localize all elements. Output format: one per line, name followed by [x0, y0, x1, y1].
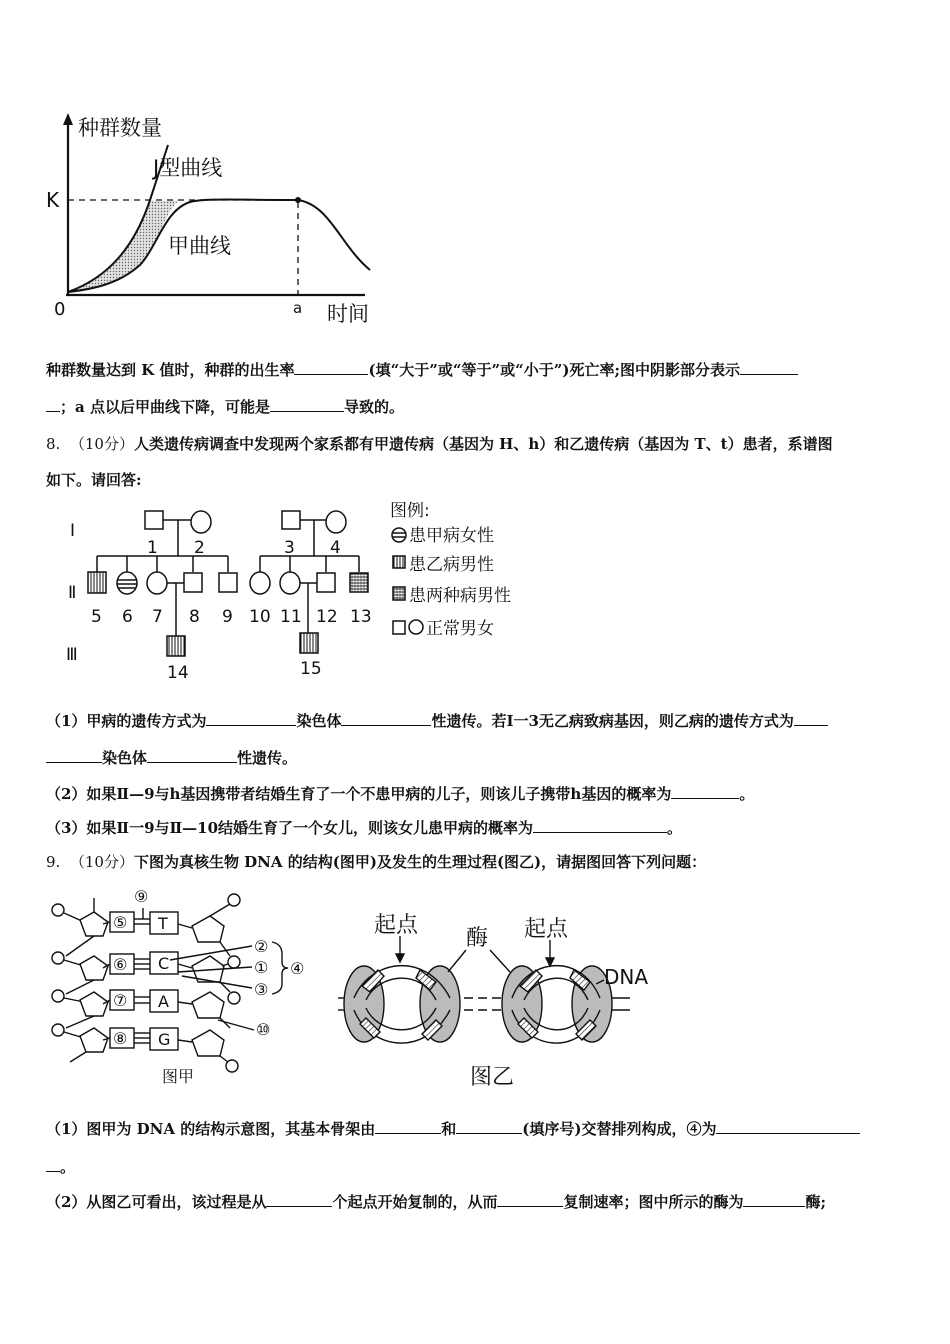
base-A: A: [158, 992, 169, 1011]
fig-a-caption: 图甲: [162, 1067, 195, 1086]
circled-5: ⑤: [113, 913, 128, 932]
blank[interactable]: [341, 709, 431, 726]
phosphate: [52, 952, 64, 964]
blank[interactable]: [794, 709, 828, 726]
phosphate: [228, 992, 240, 1004]
label-4: 4: [330, 538, 341, 558]
circled-8: ⑧: [113, 1029, 128, 1048]
origin-label-1: 起点: [374, 913, 419, 938]
generation-I: Ⅰ: [70, 521, 76, 541]
individual-12: [317, 573, 335, 592]
label-6: 6: [122, 607, 133, 627]
label-9: 9: [222, 607, 233, 627]
deoxyribose: [192, 1030, 224, 1056]
blank[interactable]: [270, 395, 344, 412]
q7-line1: 种群数量达到 K 值时，种群的出生率 (填“大于”或“等于”或“小于”)死亡率;图中阴影部分表示: [46, 358, 906, 382]
legend-normal: 正常男女: [426, 619, 494, 639]
blank[interactable]: [46, 1155, 60, 1172]
y-axis-arrow: [63, 113, 73, 125]
label-3: ③: [254, 980, 269, 999]
blank[interactable]: [294, 358, 368, 375]
x-axis-label: 时间: [327, 302, 369, 326]
q9-stem: 9. （10分）下图为真核生物 DNA 的结构(图甲)及发生的生理过程(图乙)，请据图回答下列问题：: [46, 853, 707, 871]
label-12: 12: [316, 607, 338, 627]
individual-10: [250, 572, 270, 594]
shaded-region: [68, 200, 180, 292]
fig-b-caption: 图乙: [470, 1065, 515, 1090]
individual-1: [145, 511, 163, 529]
enzyme-label: 酶: [466, 926, 489, 951]
population-growth-graph: [40, 105, 390, 335]
label-3: 3: [284, 538, 295, 558]
origin-label: 0: [54, 299, 66, 320]
phosphate: [52, 1024, 64, 1036]
phosphate: [226, 1060, 238, 1072]
blank[interactable]: [456, 1117, 522, 1134]
generation-III: Ⅲ: [66, 645, 78, 665]
blank[interactable]: [671, 782, 739, 799]
legend-jia-female: 患甲病女性: [409, 526, 494, 546]
individual-9: [219, 573, 237, 592]
individual-8: [184, 573, 202, 592]
j-curve-label: J型曲线: [153, 156, 223, 180]
base-G: G: [158, 1030, 171, 1049]
jia-curve-label: 甲曲线: [168, 234, 231, 258]
individual-3: [282, 511, 300, 529]
y-axis-label: 种群数量: [78, 116, 162, 140]
individual-5: [88, 572, 106, 593]
legend-both-male: 患两种病男性: [409, 586, 511, 606]
blank[interactable]: [375, 1117, 441, 1134]
circled-6: ⑥: [113, 955, 128, 974]
individual-2: [191, 511, 211, 533]
q9-p2: （2）从图乙可看出，该过程是从 个起点开始复制的，从而 复制速率；图中所示的酶为 酶;: [46, 1190, 906, 1214]
q9-p1-line2: 。: [46, 1155, 906, 1179]
individual-14: [167, 636, 185, 656]
q8-p3: （3）如果Ⅱ一9与Ⅱ—10结婚生育了一个女儿，则该女儿患甲病的概率为 。: [46, 816, 906, 840]
individual-4: [326, 511, 346, 533]
individual-7: [147, 572, 167, 594]
legend-yi-male: 患乙病男性: [409, 555, 494, 575]
blank[interactable]: [497, 1190, 563, 1207]
phosphate: [52, 990, 64, 1002]
dna-structure-figure: [42, 880, 332, 1090]
legend-symbol-yi-male: [393, 556, 405, 568]
individual-6: [117, 572, 137, 594]
legend-symbol-normal-male: [393, 621, 405, 634]
dna-label: DNA: [604, 965, 649, 989]
dna-replication-figure: [330, 900, 690, 1090]
deoxyribose: [192, 916, 224, 942]
phosphate: [228, 956, 240, 968]
blank[interactable]: [46, 395, 60, 412]
phosphate: [52, 904, 64, 916]
phosphate: [228, 894, 240, 906]
legend-symbol-jia-female: [392, 528, 406, 542]
label-2: ②: [254, 937, 269, 956]
point-a: [295, 197, 301, 203]
q8-p1-line1: （1）甲病的遗传方式为 染色体 性遗传。若Ⅰ一3无乙病致病基因，则乙病的遗传方式为: [46, 709, 906, 733]
label-4: ④: [290, 959, 305, 978]
label-1: ①: [254, 958, 269, 977]
circled-7: ⑦: [113, 991, 128, 1010]
blank[interactable]: [206, 709, 296, 726]
generation-II: Ⅱ: [68, 583, 77, 603]
individual-15: [300, 633, 318, 653]
legend-symbol-normal-female: [409, 620, 423, 634]
q8-p2: （2）如果Ⅱ—9与h基因携带者结婚生育了一个不患甲病的儿子，则该儿子携带h基因的概率为 。: [46, 782, 906, 806]
base-T: T: [158, 914, 168, 933]
blank[interactable]: [266, 1190, 332, 1207]
label-9: ⑨: [134, 887, 149, 906]
pedigree-chart: [60, 498, 540, 686]
label-15: 15: [300, 659, 322, 679]
k-label: K: [46, 188, 60, 212]
label-1: 1: [147, 538, 158, 558]
blank[interactable]: [46, 746, 102, 763]
deoxyribose: [192, 992, 224, 1018]
origin-label-2: 起点: [524, 917, 569, 942]
label-7: 7: [152, 607, 163, 627]
q9-p1-line1: （1）图甲为 DNA 的结构示意图，其基本骨架由 和 (填序号)交替排列构成，④为: [46, 1117, 906, 1141]
individual-11: [280, 572, 300, 594]
legend-title: 图例:: [390, 501, 430, 521]
blank[interactable]: [147, 746, 237, 763]
label-10: ⑩: [256, 1020, 271, 1039]
base-C: C: [158, 954, 170, 973]
label-8: 8: [189, 607, 200, 627]
label-13: 13: [350, 607, 372, 627]
label-14: 14: [167, 663, 189, 683]
q8-p1-line2: 染色体 性遗传。: [46, 746, 906, 770]
blank[interactable]: [533, 816, 667, 833]
label-10: 10: [249, 607, 271, 627]
label-11: 11: [280, 607, 302, 627]
q8-stem-line1: 8. （10分）人类遗传病调查中发现两个家系都有甲遗传病（基因为 H、h）和乙遗传病（基因为 T、t）患者，系谱图: [46, 435, 833, 453]
individual-13: [350, 573, 368, 592]
legend-symbol-both-male: [393, 587, 405, 600]
label-2: 2: [194, 538, 205, 558]
blank[interactable]: [716, 1117, 860, 1134]
q8-stem-line2: 如下。请回答:: [46, 471, 142, 489]
q7-line2: ；a 点以后甲曲线下降，可能是 导致的。: [46, 395, 906, 419]
blank[interactable]: [740, 358, 798, 375]
blank[interactable]: [743, 1190, 805, 1207]
a-label: a: [293, 299, 303, 317]
label-5: 5: [91, 607, 102, 627]
